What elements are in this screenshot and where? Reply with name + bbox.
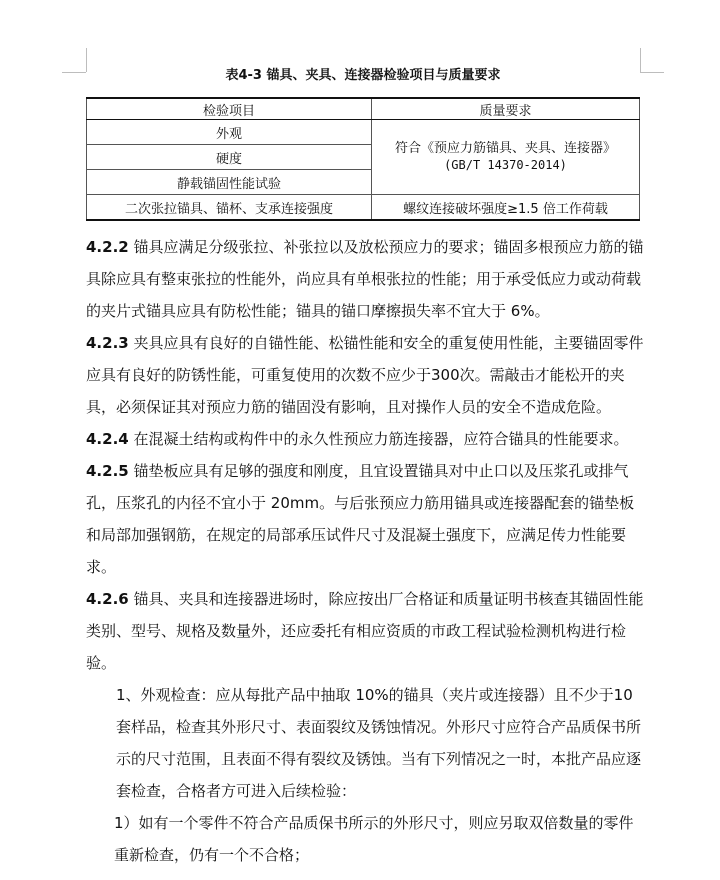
- crop-mark: [640, 48, 641, 72]
- document-body: [86, 231, 646, 871]
- clause-text: 锚具应满足分级张拉、补张拉以及放松预应力的要求；锚固多根预应力筋的锚具除应具有整束张拉的性能外，尚应具有单根张拉的性能；用于承受低应力或动荷载的夹片式锚具应具有防松性能；锚具的锚口摩擦损失率不宜大于 6%。: [86, 238, 644, 320]
- table-cell: 外观: [87, 120, 372, 145]
- list-item: 1、外观检查：应从每批产品中抽取 10%的锚具（夹片或连接器）且不少于10 套样品，检查其外形尺寸、表面裂纹及锈蚀情况。外形尺寸应符合产品质保书所示的尺寸范围，且表面不得有裂纹及锈蚀。当有下列情况之一时，本批产品应逐套检查，合格者方可进入后续检验：: [116, 686, 642, 800]
- merged-requirement-cell: [372, 120, 640, 195]
- sub-list-item: 1）如有一个零件不符合产品质保书所示的外形尺寸，则应另取双倍数量的零件重新检查，仍有一个不合格；: [114, 814, 634, 864]
- clause-paragraph: [86, 231, 646, 327]
- clause-text: 夹具应具有良好的自锚性能、松锚性能和安全的重复使用性能，主要锚固零件应具有良好的防锈性能，可重复使用的次数不应少于300次。需敲击才能松开的夹具，必须保证其对预应力筋的锚固没有影响，且对操作人员的安全不造成危险。: [86, 334, 644, 416]
- column-header: 质量要求: [372, 98, 640, 120]
- crop-mark: [640, 72, 664, 73]
- clause-number: 4.2.2: [86, 238, 129, 256]
- clause-paragraph: [86, 327, 646, 423]
- clause-paragraph: [86, 455, 646, 583]
- clause-number: 4.2.6: [86, 590, 129, 608]
- clause-paragraph: [86, 583, 646, 679]
- table-cell: 螺纹连接破坏强度≥1.5 倍工作荷载: [372, 195, 640, 221]
- table-cell: 静载锚固性能试验: [87, 170, 372, 195]
- table-caption: 表4-3 锚具、夹具、连接器检验项目与质量要求: [225, 68, 501, 83]
- clause-text: 锚垫板应具有足够的强度和刚度，且宜设置锚具对中止口以及压浆孔或排气孔，压浆孔的内径不宜小于 20mm。与后张预应力筋用锚具或连接器配套的锚垫板和局部加强钢筋，在规定的局部承压试件尺寸及混凝土强度下，应满足传力性能要求。: [86, 462, 635, 576]
- clause-number: 4.2.5: [86, 462, 129, 480]
- table-header-row: [87, 98, 640, 120]
- clause-text: 在混凝土结构或构件中的永久性预应力筋连接器，应符合锚具的性能要求。: [133, 430, 629, 448]
- clause-number: 4.2.3: [86, 334, 129, 352]
- clause-number: 4.2.4: [86, 430, 129, 448]
- table-cell: 硬度: [87, 145, 372, 170]
- column-header: 检验项目: [87, 98, 372, 120]
- table-row: [87, 195, 640, 221]
- clause-paragraph: [86, 423, 646, 455]
- inspection-table: [86, 97, 640, 221]
- requirement-text: 符合《预应力筋锚具、夹具、连接器》: [394, 141, 616, 156]
- table-cell: 二次张拉锚具、锚杯、支承连接强度: [87, 195, 372, 221]
- table-row: [87, 120, 640, 145]
- crop-mark: [62, 72, 86, 73]
- clause-text: 锚具、夹具和连接器进场时，除应按出厂合格证和质量证明书核查其锚固性能类别、型号、规格及数量外，还应委托有相应资质的市政工程试验检测机构进行检验。: [86, 590, 644, 672]
- standard-code: (GB/T 14370-2014): [444, 158, 567, 172]
